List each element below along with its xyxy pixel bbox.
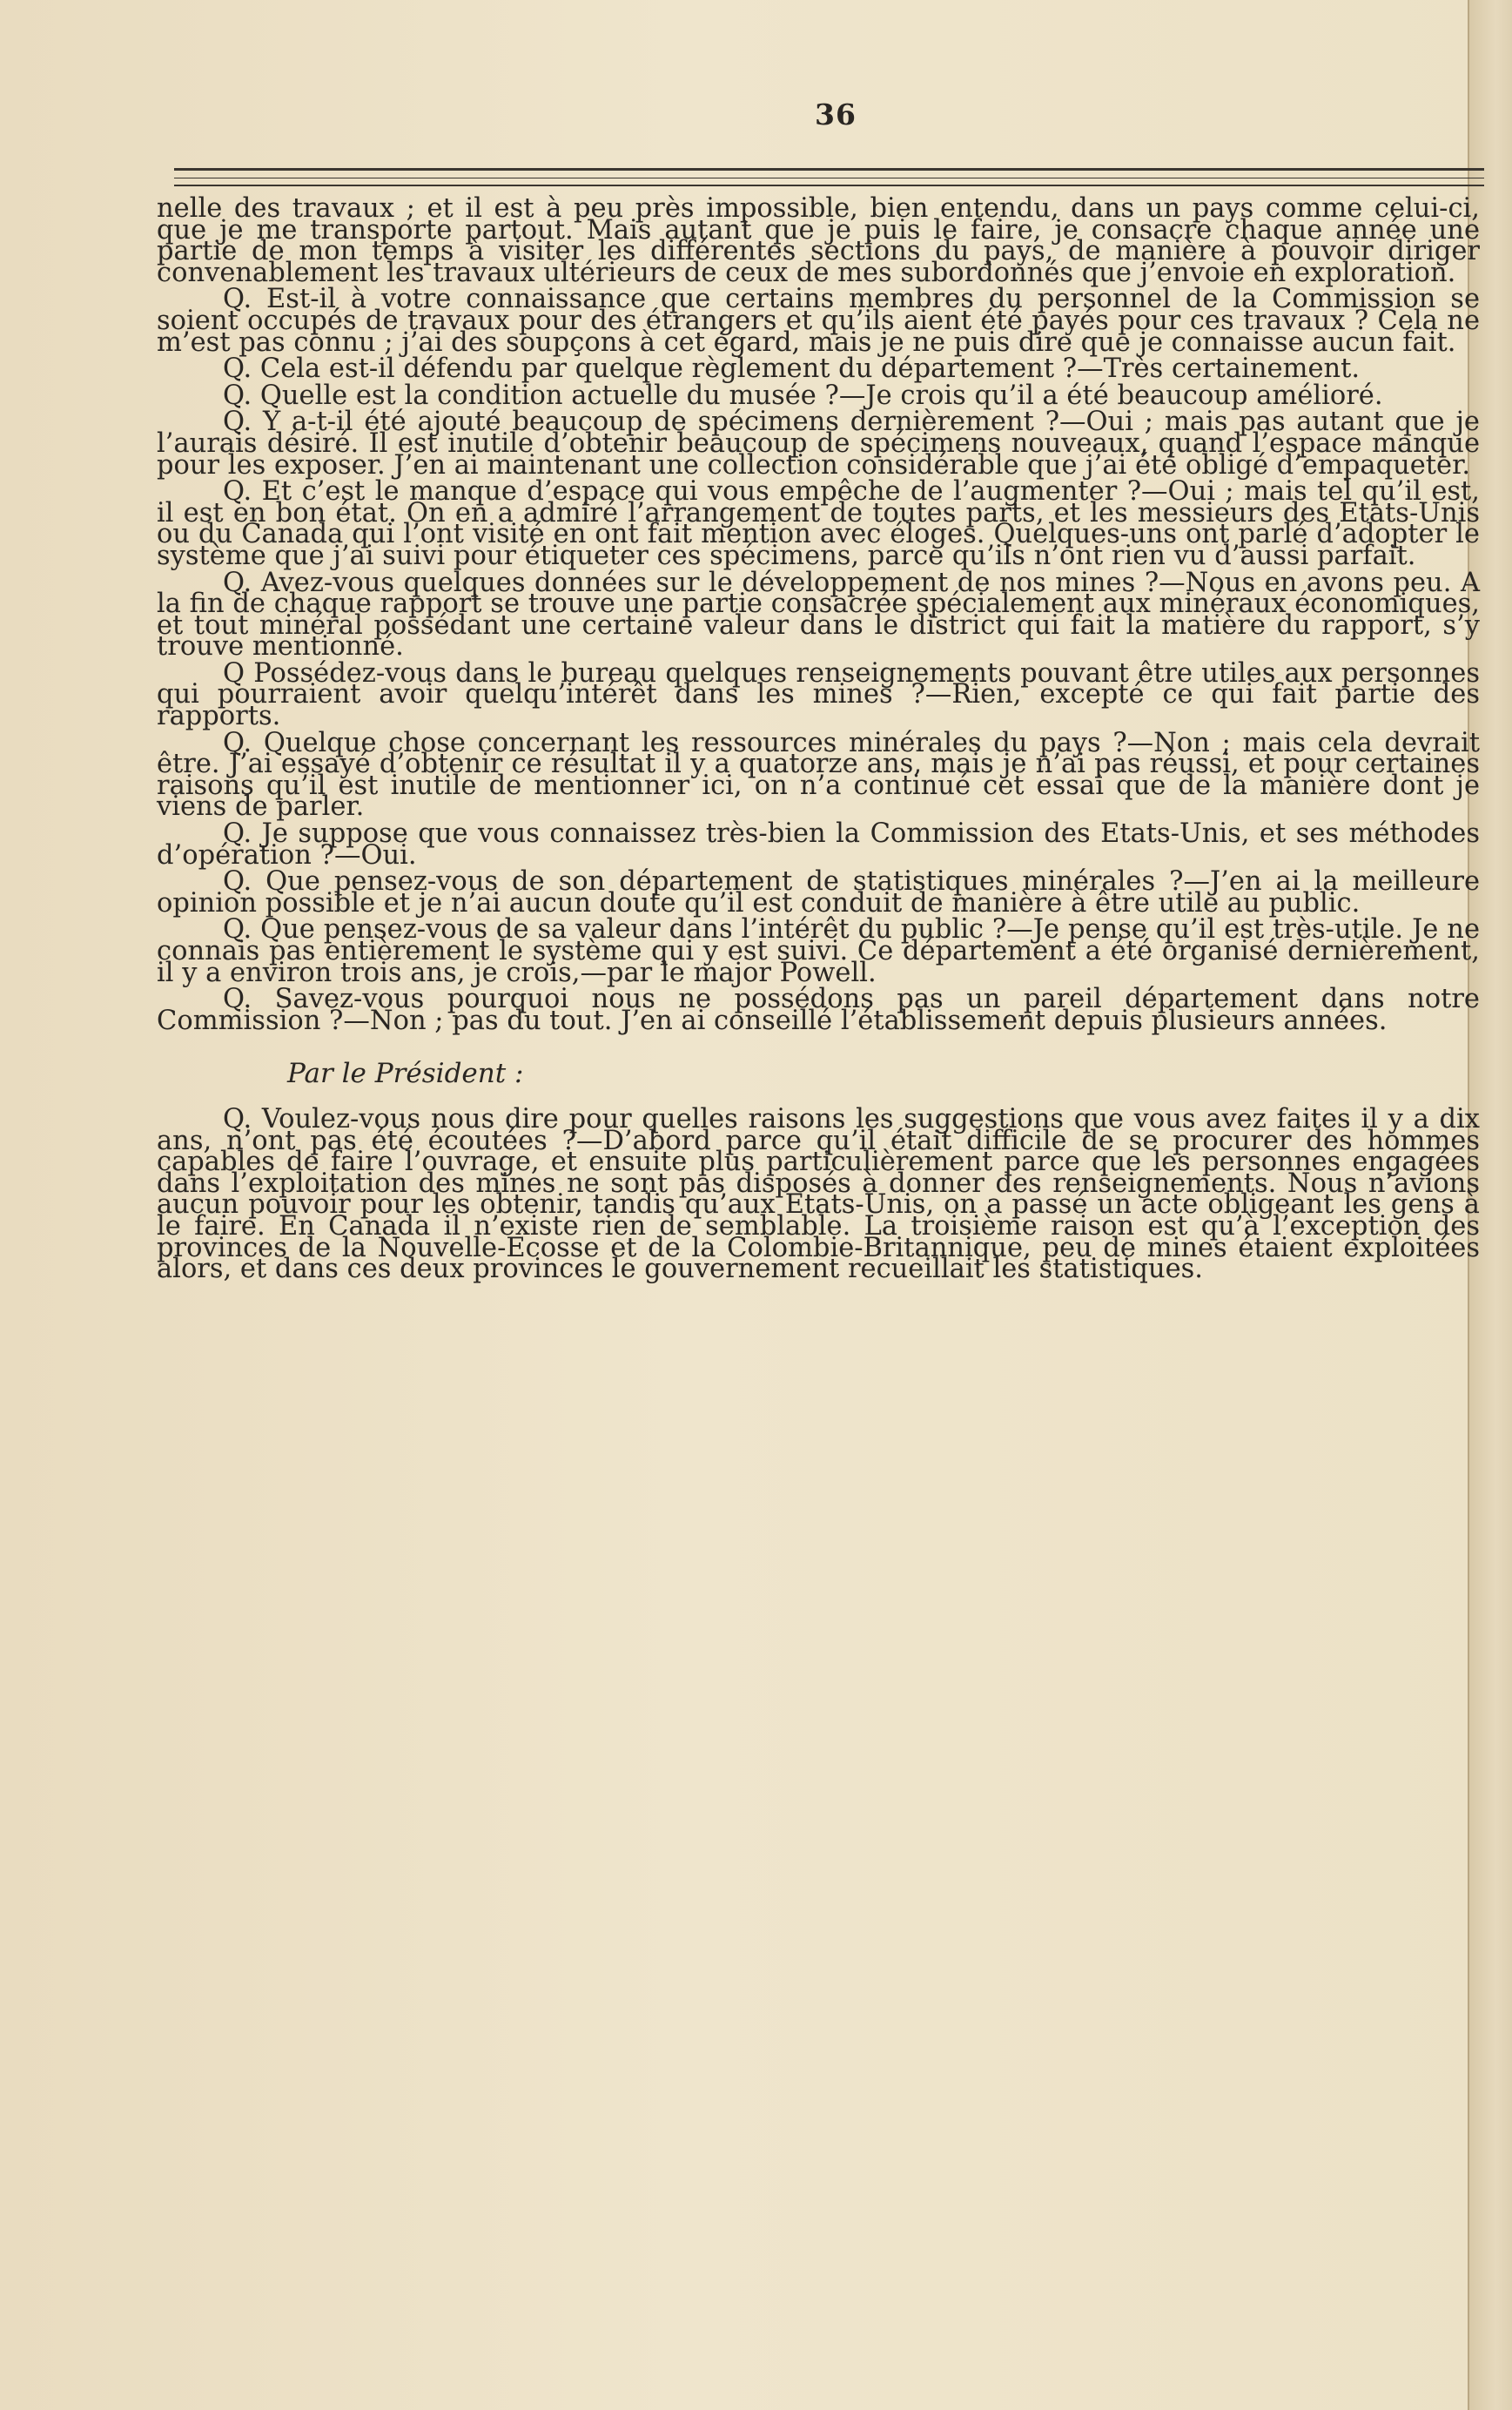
- paragraph: Q. Que pensez-vous de sa valeur dans l’intérêt du public ?—Je pense qu’il est très-utile. Je ne connais pas entièrement le système qui y est suivi. Ce département a été organisé dernièrement, il y a environ trois ans, je crois,—par le major Powell.: [157, 914, 1480, 988]
- paragraph: Q. Avez-vous quelques données sur le développement de nos mines ?—Nous en avons peu. A la fin de chaque rapport se trouve une partie consacrée spécialement aux minéraux économiques, et tout minéral possédant une certaine valeur dans le district qui fait la matière du rapport, s’y trouve mentionné.: [157, 567, 1480, 663]
- paragraph: Q. Est-il à votre connaissance que certains membres du personnel de la Commission se soient occupés de travaux pour des étrangers et qu’ils aient été payés pour ces travaux ? Cela ne m’est pas connu ; j’ai des soupçons à cet égard, mais je ne puis dire que je connaisse aucun fait.: [157, 284, 1480, 358]
- paragraph: Q. Y a-t-il été ajouté beaucoup de spécimens dernièrement ?—Oui ; mais pas autant que je l’aurais désiré. Il est inutile d’obtenir beaucoup de spécimens nouveaux, quand l’espace manque pour les exposer. J’en ai maintenant une collection considérable que j’ai été obligé d’empaqueter.: [157, 407, 1480, 481]
- paragraph: Q. Cela est-il défendu par quelque règlement du département ?—Très certainement.: [223, 353, 1361, 385]
- paragraph: Q. Voulez-vous nous dire pour quelles raisons les suggestions que vous avez faites il y a dix ans, n’ont pas été écoutées ?—D’abord parce qu’il était difficile de se procurer des hommes capables de faire l’ouvrage, et ensuite plus particulièrement parce que les personnes engagées dans l’exploitation des mines ne sont pas disposés à donner des renseignements. Nous n’avions aucun pouvoir pour les obtenir, tandis qu’aux Etats-Unis, on a passé un acte obligeant les gens à le faire. En Canada il n’existe rien de semblable. La troisième raison est qu’à l’exception des provinces de la Nouvelle-Ecosse et de la Colombie-Britannique, peu de mines étaient exploitées alors, et dans ces deux provinces le gouvernement recueillait les statistiques.: [157, 1103, 1480, 1285]
- section-heading: Par le Président :: [287, 1058, 524, 1090]
- header-rule: [174, 185, 1484, 186]
- paragraph: Q. Quelle est la condition actuelle du musée ?—Je crois qu’il a été beaucoup amélioré.: [223, 380, 1383, 411]
- paragraph: Q. Je suppose que vous connaissez très-bien la Commission des Etats-Unis, et ses méthodes d’opération ?—Oui.: [157, 818, 1480, 871]
- paragraph: Q. Et c’est le manque d’espace qui vous empêche de l’augmenter ?—Oui ; mais tel qu’il est, il est en bon état. On en a admiré l’arrangement de toutes parts, et les messieurs des Etats-Unis ou du Canada qui l’ont visité en ont fait mention avec éloges. Quelques-uns ont parlé d’adopter le système que j’ai suivi pour étiqueter ces spécimens, parce qu’ils n’ont rien vu d’aussi parfait.: [157, 476, 1480, 571]
- paragraph: Q. Quelque chose concernant les ressources minérales du pays ?—Non ; mais cela devrait être. J’ai essayé d’obtenir ce résultat il y a quatorze ans, mais je n’ai pas réussi, et pour certaines raisons qu’il est inutile de mentionner ici, on n’a continué cet essai que de la manière dont je viens de parler.: [157, 727, 1480, 823]
- paragraph: Q. Que pensez-vous de son département de statistiques minérales ?—J’en ai la meilleure opinion possible et je n’ai aucun doute qu’il est conduit de manière à être utile au public.: [157, 866, 1480, 919]
- paragraph: Q Possédez-vous dans le bureau quelques renseignements pouvant être utiles aux personnes qui pourraient avoir quelqu’intérêt dans les mines ?—Rien, excepté ce qui fait partie des rapports.: [157, 657, 1480, 732]
- paragraph: Q. Savez-vous pourquoi nous ne possédons pas un pareil département dans notre Commission ?—Non ; pas du tout. J’en ai conseillé l’établissement depuis plusieurs années.: [157, 984, 1480, 1036]
- body-text: [157, 193, 1480, 1286]
- header-rule: [174, 168, 1484, 171]
- page-number: 36: [815, 98, 857, 131]
- paragraph: nelle des travaux ; et il est à peu près impossible, bien entendu, dans un pays comme celui-ci, que je me transporte partout. Mais autant que je puis le faire, je consacre chaque année une partie de mon temps à visiter les différentes sections du pays, de manière à pouvoir diriger convenablement les travaux ultérieurs de ceux de mes subordonnés que j’envoie en exploration.: [157, 193, 1480, 288]
